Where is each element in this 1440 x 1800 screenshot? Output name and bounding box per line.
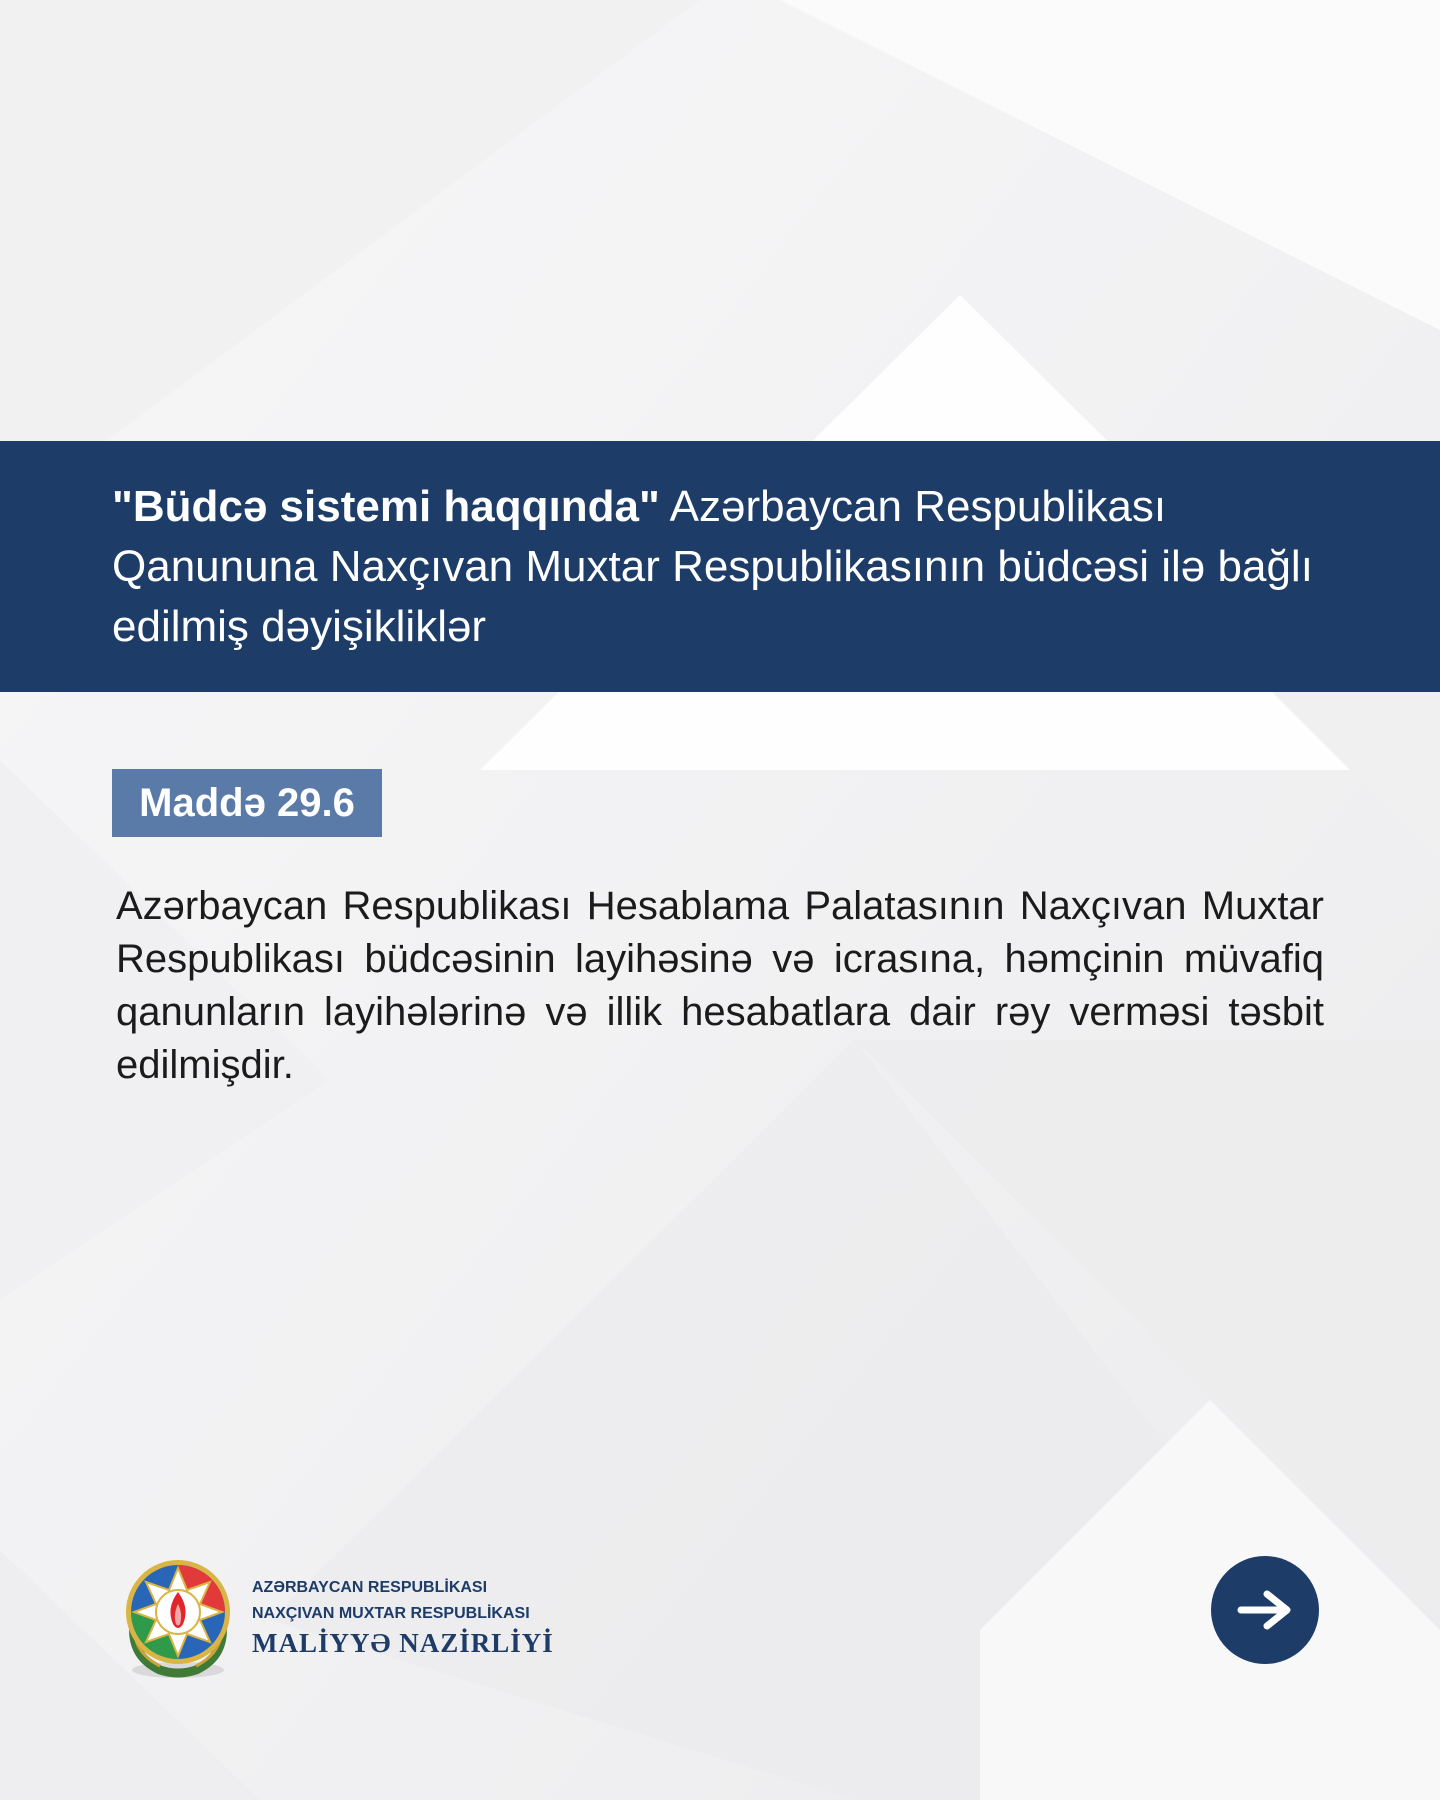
title-description: Azərbaycan Respublikası Qanununa Naxçıvan Muxtar Respublikasının büdcəsi ilə bağlı edilmiş dəyişikliklər: [112, 482, 1313, 651]
header-banner: [0, 441, 1440, 692]
ministry-name: [252, 1575, 554, 1659]
arrow-right-icon: [1235, 1588, 1295, 1632]
azerbaijan-coat-of-arms-icon: [120, 1552, 238, 1682]
org-line-region: NAXÇIVAN MUXTAR RESPUBLİKASI: [252, 1605, 530, 1622]
ministry-logo: [120, 1552, 554, 1682]
page-title: [112, 477, 1350, 657]
article-badge: Maddə 29.6: [112, 769, 382, 837]
org-line-country: AZƏRBAYCAN RESPUBLİKASI: [252, 1579, 488, 1596]
article-text: Azərbaycan Respublikası Hesablama Palatasının Naxçıvan Muxtar Respublikası büdcəsinin layihəsinə və icrasına, həmçinin müvafiq qanunların layihələrinə və illik hesabatlara dair rəy verməsi təsbit edilmişdir.: [116, 884, 1324, 1087]
law-name: "Büdcə sistemi haqqında": [112, 482, 660, 531]
org-line-ministry: MALİYYƏ NAZİRLİYİ: [252, 1628, 554, 1658]
next-button[interactable]: [1211, 1556, 1319, 1664]
